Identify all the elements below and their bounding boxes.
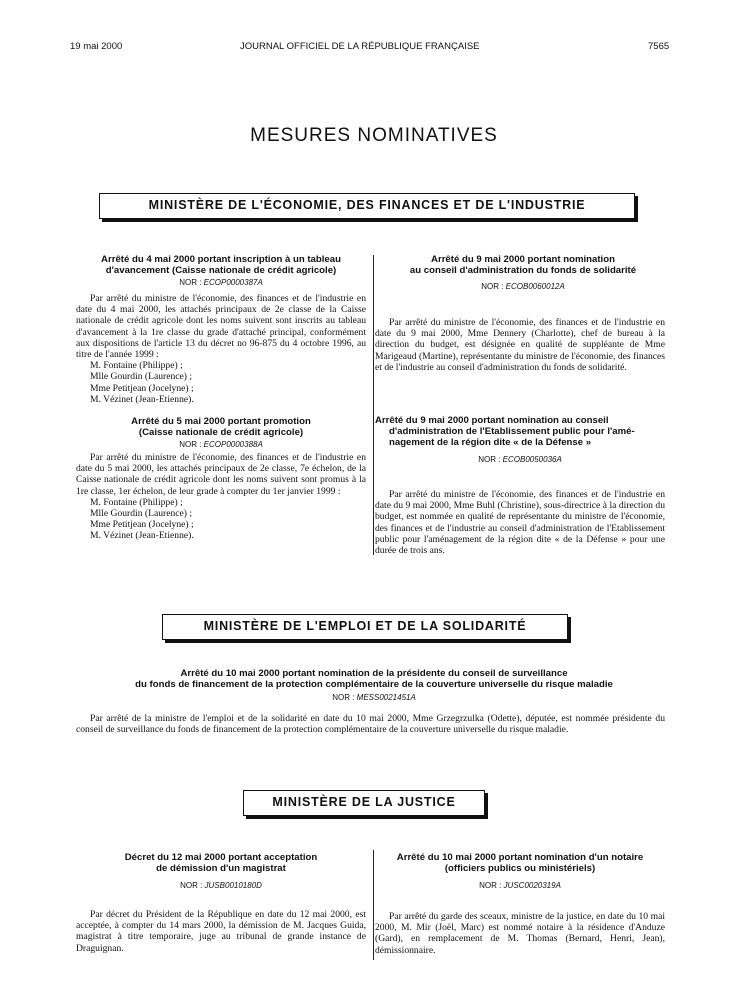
article-body: [375, 317, 665, 373]
nor-code: JUSC0020319A: [503, 881, 561, 890]
article-title-line: au conseil d'administration du fonds de solidarité: [409, 265, 637, 276]
ministry-economie-heading: MINISTÈRE DE L'ÉCONOMIE, DES FINANCES ET DE L'INDUSTRIE: [99, 193, 635, 219]
article-title-line: Décret du 12 mai 2000 portant acceptation: [124, 852, 318, 863]
issue-date: 19 mai 2000: [70, 41, 123, 52]
article-paragraph: Par arrêté de la ministre de l'emploi et de la solidarité en date du 10 mai 2000, Mme Grzegrzulka (Odette), députée, est nommée présidente du conseil de surveillance du fonds de financement de la protection complémentaire de la couverture universelle du risque maladie.: [76, 713, 665, 736]
article-title-line: Arrêté du 9 mai 2000 portant nomination au conseil: [375, 415, 609, 426]
article-title-line: du fonds de financement de la protection complémentaire de la couverture universelle du risque maladie: [135, 679, 613, 690]
article-title-line: Arrêté du 9 mai 2000 portant nomination: [431, 254, 615, 265]
page-title: MESURES NOMINATIVES: [250, 125, 498, 146]
list-item: Mme Petitjean (Jocelyne) ;: [90, 382, 194, 394]
nor-code: ECOP0000387A: [203, 278, 263, 287]
article-paragraph: Par arrêté du ministre de l'économie, des finances et de l'industrie en date du 9 mai 2000, Mme Dennery (Charlotte), chef de bureau à la direction du budget, est désignée en qualité de suppléante de Mme Marigeaud (Martine), représentante du ministre de l'économie, des finances et de l'industrie au conseil d'administration du fonds de solidarité.: [375, 317, 665, 373]
list-item: M. Fontaine (Philippe) ;: [90, 496, 183, 508]
column-divider: [373, 255, 374, 555]
article-title-line: nagement de la région dite « de la Défense »: [389, 437, 592, 448]
list-item: M. Vézinet (Jean-Etienne).: [90, 530, 194, 542]
article-paragraph: Par arrêté du garde des sceaux, ministre de la justice, en date du 10 mai 2000, M. Mir (Joël, Marc) est nommé notaire à la résidence d'Anduze (Gard), en remplacement de M. Thomas (Bernard, Henri, Jean), démissionnaire.: [375, 911, 665, 956]
list-item: Mme Petitjean (Jocelyne) ;: [90, 519, 194, 531]
nor-label: NOR :: [180, 881, 203, 890]
article-nomination-notaire: [375, 852, 665, 890]
list-item: Mlle Gourdin (Laurence) ;: [90, 371, 193, 383]
article-promotion: [76, 416, 366, 449]
nor-label: NOR :: [179, 278, 202, 287]
article-presidente-conseil: [76, 668, 672, 702]
article-paragraph: Par arrêté du ministre de l'économie, des finances et de l'industrie en date du 5 mai 2000, les attachés principaux de 2e classe, 7e échelon, de la Caisse nationale de crédit agricole dont les noms suivent sont promus à la 1re classe, 1er échelon, de leur grade à compter du 1er janvier 1999 :: [76, 452, 366, 497]
article-title-line: (Caisse nationale de crédit agricole): [138, 427, 304, 438]
nor-reference: [380, 282, 666, 291]
nor-code: ECOP0000388A: [203, 440, 263, 449]
ministry-emploi-heading: MINISTÈRE DE L'EMPLOI ET DE LA SOLIDARITÉ: [162, 614, 568, 640]
article-title-line: Arrêté du 10 mai 2000 portant nomination de la présidente du conseil de surveillance: [180, 668, 568, 679]
journal-title: JOURNAL OFFICIEL DE LA RÉPUBLIQUE FRANÇAISE: [240, 41, 480, 52]
article-body: [76, 713, 665, 735]
article-tableau-avancement: [76, 254, 366, 287]
article-paragraph: Par arrêté du ministre de l'économie, des finances et de l'industrie en date du 4 mai 2000, les attachés principaux de 2e classe de la Caisse nationale de crédit agricole dont les noms suivent sont inscrits au tableau d'avancement à la 1re classe du grade d'attaché principal, conformément aux dispositions de l'article 13 du décret no 96-875 du 4 octobre 1996, au titre de l'année 1999 :: [76, 293, 366, 361]
nor-code: JUSB0010180D: [204, 881, 262, 890]
nor-reference: [76, 693, 672, 702]
nor-label: NOR :: [481, 282, 504, 291]
nor-reference: [375, 455, 665, 464]
nor-label: NOR :: [332, 693, 355, 702]
article-title-line: d'avancement (Caisse nationale de crédit agricole): [105, 265, 337, 276]
nor-label: NOR :: [179, 440, 202, 449]
article-body: [76, 452, 366, 542]
article-title-line: d'administration de l'Etablissement public pour l'amé-: [389, 426, 635, 437]
article-fonds-solidarite: [380, 254, 666, 291]
nor-label: NOR :: [478, 455, 501, 464]
article-body: [76, 293, 366, 405]
nor-code: ECOB0060012A: [505, 282, 565, 291]
article-body: [375, 911, 665, 956]
nor-reference: [76, 881, 366, 890]
nor-reference: [76, 278, 366, 287]
article-demission-magistrat: [76, 852, 366, 890]
nor-reference: [375, 881, 665, 890]
article-paragraph: Par arrêté du ministre de l'économie, des finances et de l'industrie en date du 9 mai 2000, Mme Buhl (Christine), sous-directrice à la direction du budget, est nommée en qualité de représentante du ministre de l'économie, des finances et de l'industrie au conseil d'administration de l'Etablissement public pour l'aménagement de la région dite « de la Défense » pour une durée de trois ans.: [375, 489, 665, 557]
article-title-line: de démission d'un magistrat: [156, 863, 286, 874]
nor-code: ECOB0050036A: [502, 455, 562, 464]
article-paragraph: Par décret du Président de la République en date du 12 mai 2000, est acceptée, à compter du 14 mars 2000, la démission de M. Jacques Guida, magistrat à titre temporaire, juge au tribunal de grande instance de Draguignan.: [76, 909, 366, 954]
page-number: 7565: [648, 41, 670, 52]
article-body: [375, 489, 665, 556]
nor-label: NOR :: [479, 881, 502, 890]
ministry-justice-heading: MINISTÈRE DE LA JUSTICE: [243, 790, 485, 816]
nor-code: MESS0021451A: [356, 693, 416, 702]
article-title-line: Arrêté du 4 mai 2000 portant inscription à un tableau: [101, 254, 341, 265]
article-defense: [375, 415, 665, 464]
article-body: [76, 909, 366, 954]
nor-reference: [76, 440, 366, 449]
article-title-line: Arrêté du 5 mai 2000 portant promotion: [131, 416, 311, 427]
article-title-line: (officiers publics ou ministériels): [444, 863, 596, 874]
list-item: M. Fontaine (Philippe) ;: [90, 360, 183, 372]
list-item: Mlle Gourdin (Laurence) ;: [90, 508, 193, 520]
column-divider: [373, 850, 374, 960]
list-item: M. Vézinet (Jean-Etienne).: [90, 393, 194, 405]
article-title-line: Arrêté du 10 mai 2000 portant nomination d'un notaire: [396, 852, 644, 863]
